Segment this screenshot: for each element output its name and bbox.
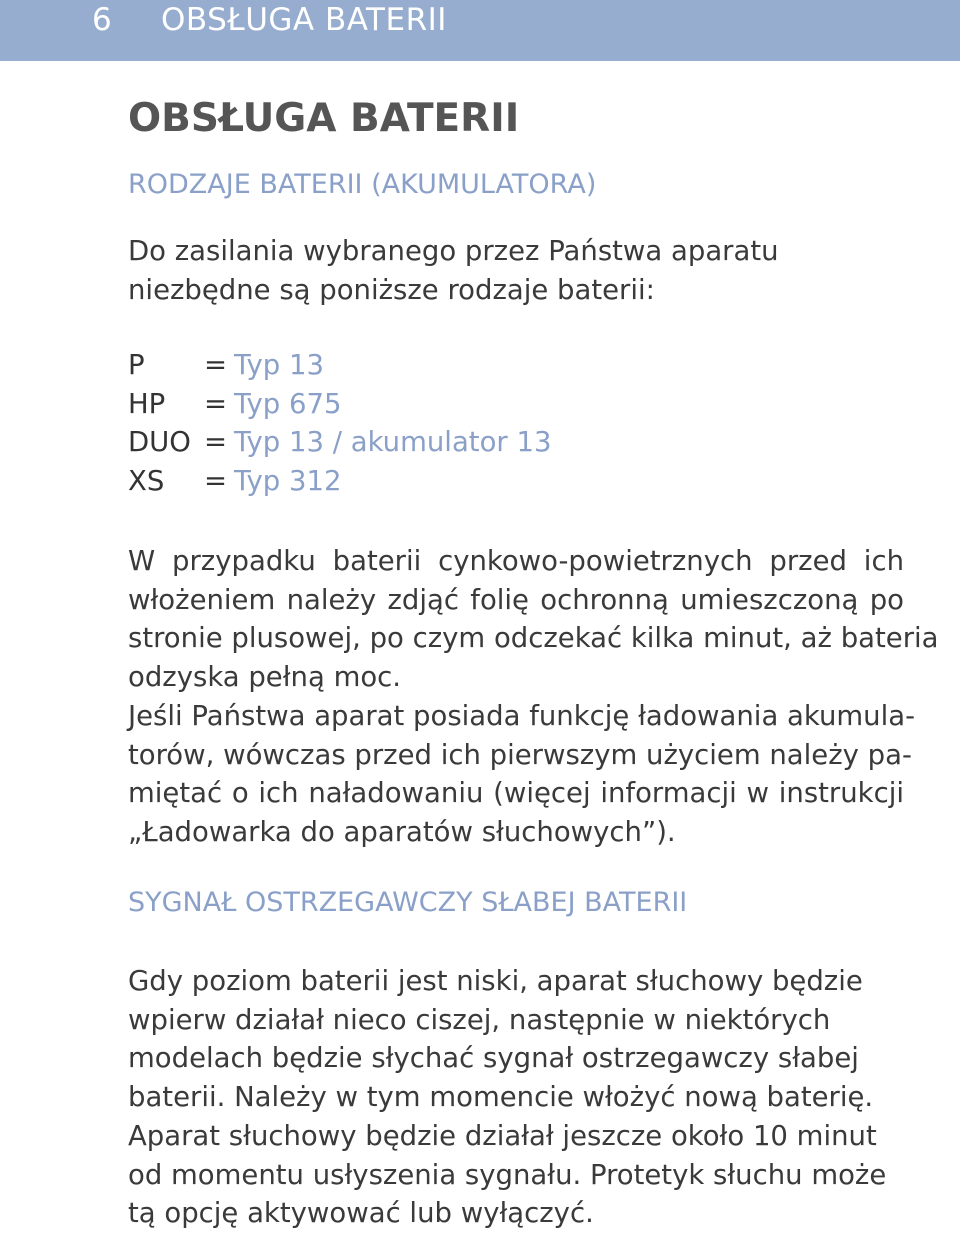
text-line: wpierw działał nieco ciszej, następnie w niektórych bbox=[128, 1003, 831, 1036]
battery-type-row bbox=[128, 346, 551, 385]
text-line: „Ładowarka do aparatów słuchowych”). bbox=[128, 815, 676, 848]
battery-type-row bbox=[128, 385, 551, 424]
intro-paragraph bbox=[128, 232, 779, 309]
text-line: modelach będzie słychać sygnał ostrzegawczy słabej bbox=[128, 1042, 859, 1075]
battery-model-code: HP bbox=[128, 387, 166, 420]
text-line: Jeśli Państwa aparat posiada funkcję ładowania akumula- bbox=[128, 699, 916, 732]
header-chapter-title: OBSŁUGA BATERII bbox=[161, 2, 447, 38]
equals-sign: = bbox=[204, 349, 228, 381]
battery-type-value: Typ 13 bbox=[234, 349, 324, 381]
text-line: Gdy poziom baterii jest niski, aparat słuchowy będzie bbox=[128, 965, 863, 997]
text-line: W przypadku baterii cynkowo-powietrznych przed ich bbox=[128, 545, 904, 577]
text-line: włożeniem należy zdjąć folię ochronną umieszczoną po bbox=[128, 583, 904, 616]
section-heading-low-battery-warning: SYGNAŁ OSTRZEGAWCZY SŁABEJ BATERII bbox=[128, 887, 688, 918]
battery-type-list bbox=[128, 346, 551, 501]
text-line: odzyska pełną moc. bbox=[128, 661, 402, 694]
text-line: miętać o ich naładowaniu (więcej informacji w instrukcji bbox=[128, 777, 904, 810]
section-heading-battery-types: RODZAJE BATERII (AKUMULATORA) bbox=[128, 169, 597, 200]
text-line: niezbędne są poniższe rodzaje baterii: bbox=[128, 273, 655, 306]
text-line: Aparat słuchowy będzie działał jeszcze około 10 minut bbox=[128, 1119, 877, 1152]
battery-model-code: XS bbox=[128, 465, 165, 498]
battery-type-value: Typ 675 bbox=[234, 387, 342, 420]
battery-model-code: P bbox=[128, 349, 145, 381]
equals-sign: = bbox=[204, 426, 228, 459]
text-line: torów, wówczas przed ich pierwszym użyciem należy pa- bbox=[128, 738, 912, 771]
battery-model-code: DUO bbox=[128, 426, 191, 459]
page-title: OBSŁUGA BATERII bbox=[128, 96, 520, 141]
text-line: stronie plusowej, po czym odczekać kilka minut, aż bateria bbox=[128, 622, 939, 655]
text-line: baterii. Należy w tym momencie włożyć nową baterię. bbox=[128, 1081, 874, 1114]
low-battery-paragraph bbox=[128, 962, 886, 1233]
text-line: Do zasilania wybranego przez Państwa aparatu bbox=[128, 235, 779, 267]
battery-type-value: Typ 312 bbox=[234, 465, 342, 498]
page-number: 6 bbox=[92, 2, 113, 38]
battery-type-row bbox=[128, 423, 551, 462]
battery-type-value: Typ 13 / akumulator 13 bbox=[234, 426, 552, 459]
battery-type-row bbox=[128, 462, 551, 501]
zinc-air-paragraph bbox=[128, 542, 939, 852]
page-header-bar bbox=[0, 0, 960, 61]
text-line: od momentu usłyszenia sygnału. Protetyk słuchu może bbox=[128, 1158, 887, 1191]
equals-sign: = bbox=[204, 387, 228, 420]
text-line: tą opcję aktywować lub wyłączyć. bbox=[128, 1197, 594, 1230]
equals-sign: = bbox=[204, 465, 228, 498]
